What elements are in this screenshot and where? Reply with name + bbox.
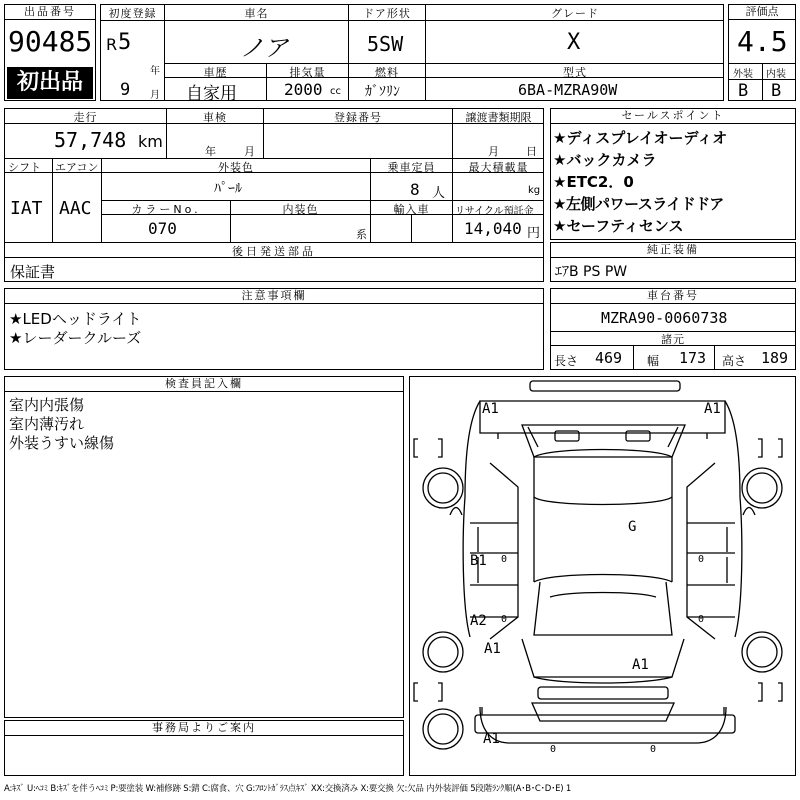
capacity-label: 乗車定員: [387, 161, 436, 174]
mark-a1-rear-center: A1: [632, 657, 649, 673]
mark-zero: 0: [501, 554, 508, 565]
transfer-label: 譲渡書類期限: [465, 111, 532, 124]
sales-point-item: ★セーフティセンス: [553, 217, 684, 235]
door-label: ドア形状: [363, 7, 411, 20]
insp-month-unit: 月: [244, 145, 255, 158]
interior-color-label: 内装色: [282, 203, 319, 216]
reg-label: 初度登録: [108, 7, 157, 20]
sales-point-item: ★バックカメラ: [553, 151, 657, 169]
first-listing-text: 初出品: [16, 70, 83, 95]
recycle-value: 14,040: [464, 219, 522, 238]
sales-points-list: [551, 124, 795, 237]
mileage-label: 走行: [73, 111, 98, 124]
load-unit: kg: [528, 185, 541, 196]
inspector-item: 室内内張傷: [9, 396, 85, 414]
color-no-label: カラーNo.: [131, 203, 201, 216]
model-value: 6BA-MZRA90W: [518, 81, 618, 99]
mark-a1-front-right: A1: [704, 401, 721, 417]
ac-label: エアコン: [55, 161, 99, 174]
color-value: ﾊﾟｰﾙ: [214, 181, 242, 197]
inspector-label: 検査員記入欄: [5, 377, 403, 392]
mark-zero: 0: [650, 744, 657, 755]
load-label: 最大積載量: [468, 161, 529, 174]
note-item: ★LEDヘッドライト: [9, 310, 142, 328]
yen-unit: 円: [527, 226, 541, 241]
height-label: 高さ: [722, 354, 747, 368]
width-label: 幅: [647, 354, 660, 368]
equipment-value: ｴｱB PS PW: [555, 264, 628, 280]
sales-point-item: ★左側パワースライドドア: [553, 195, 724, 213]
year-unit: 年: [150, 66, 160, 77]
reg-month: 9: [120, 80, 131, 100]
length-value: 469: [595, 349, 623, 367]
plate-label: 登録番号: [334, 111, 382, 124]
sales-points-box: [550, 108, 796, 240]
int-label: 内装: [766, 69, 786, 80]
office-box: [4, 720, 404, 776]
interior-unit: 系: [356, 228, 367, 241]
note-item: ★レーダークルーズ: [9, 329, 142, 347]
mark-zero: 0: [501, 614, 508, 625]
sales-points-label: セールスポイント: [551, 109, 795, 124]
ext-grade: B: [738, 81, 749, 101]
inspector-box: [4, 376, 404, 718]
mark-zero: 0: [550, 744, 557, 755]
mark-zero: 0: [698, 554, 705, 565]
inspector-item: 外装うすい線傷: [9, 434, 115, 452]
door-type: 5SW: [367, 32, 404, 56]
name-label: 車名: [244, 7, 269, 20]
after-parts-value: 保証書: [10, 263, 56, 281]
inspector-item: 室内薄汚れ: [9, 415, 85, 433]
history-value: 自家用: [186, 84, 237, 104]
month-unit: 月: [150, 90, 160, 101]
first-listing-badge: [7, 67, 93, 99]
grade-label: グレード: [551, 7, 599, 20]
equipment-box: [550, 242, 796, 282]
model-label: 型式: [563, 66, 587, 79]
car-name: ノア: [240, 34, 288, 62]
lot-label: 出品番号: [5, 5, 95, 20]
color-no-value: 070: [148, 219, 177, 238]
office-label: 事務局よりご案内: [5, 721, 403, 736]
equipment-label: 純正装備: [551, 243, 795, 258]
insp-year-unit: 年: [205, 145, 216, 158]
mark-b1: B1: [470, 553, 487, 569]
notes-label: 注意事項欄: [5, 289, 543, 304]
cc-unit: cc: [330, 86, 341, 97]
score-label: 評価点: [729, 5, 795, 20]
history-label: 車歴: [203, 66, 228, 79]
score-box: [728, 4, 796, 101]
width-value: 173: [679, 349, 707, 367]
capacity-unit: 人: [432, 186, 446, 201]
mark-a1-rear-left: A1: [484, 641, 501, 657]
lot-number: 90485: [8, 25, 93, 58]
displacement-value: 2000: [284, 80, 323, 99]
shift-label: シフト: [8, 161, 41, 174]
chassis-value: MZRA90-0060738: [601, 309, 728, 327]
capacity-value: 8: [410, 180, 420, 199]
grade-value: X: [567, 30, 581, 55]
ac-value: AAC: [59, 198, 92, 219]
mileage-value: 57,748: [54, 128, 127, 152]
fuel-label: 燃料: [375, 66, 399, 79]
sales-point-item: ★ディスプレイオーディオ: [553, 129, 728, 147]
ext-label: 外装: [733, 69, 753, 80]
chassis-box: [550, 288, 796, 370]
mark-a2: A2: [470, 613, 487, 629]
displacement-label: 排気量: [289, 66, 326, 79]
color-label: 外装色: [218, 161, 254, 174]
reg-year: 5: [118, 30, 132, 55]
score-value: 4.5: [737, 25, 788, 58]
notes-box: [4, 288, 544, 370]
dims-label: 諸元: [661, 333, 685, 346]
damage-diagram: [409, 376, 796, 776]
recycle-label: リサイクル預託金: [455, 206, 534, 217]
km-unit: km: [138, 132, 163, 151]
chassis-label: 車台番号: [551, 289, 795, 304]
transfer-month-unit: 月: [488, 145, 499, 158]
lot-box: [4, 4, 96, 101]
after-parts-label: 後日発送部品: [232, 245, 316, 258]
inspection-label: 車検: [203, 111, 227, 124]
sales-point-item: ★ETC2．0: [553, 173, 634, 191]
reg-era: R: [106, 35, 118, 54]
mark-zero: 0: [698, 614, 705, 625]
transfer-day-unit: 日: [526, 145, 537, 158]
fuel-value: ｶﾞｿﾘﾝ: [365, 84, 400, 100]
mark-a1-front-left: A1: [482, 401, 499, 417]
mark-a1-spare: A1: [483, 731, 500, 747]
import-label: 輸入車: [393, 203, 430, 216]
legend-text: A:ｷｽﾞ U:ﾍｺﾐ B:ｷｽﾞを伴うﾍｺﾐ P:要塗装 W:補修跡 S:錆 C:腐食、穴 G:ﾌﾛﾝﾄｶﾞﾗｽ点ｷｽﾞ XX:交換済み X:要交換 欠:欠品 内外装評価 5段階ﾗﾝｸ順(A･B･C･D･E) 1: [4, 784, 572, 794]
car-diagram-svg: [410, 377, 795, 775]
height-value: 189: [761, 349, 789, 367]
shift-value: IAT: [10, 198, 43, 219]
length-label: 長さ: [554, 354, 579, 368]
mark-g: G: [628, 519, 637, 535]
int-grade: B: [771, 81, 782, 101]
